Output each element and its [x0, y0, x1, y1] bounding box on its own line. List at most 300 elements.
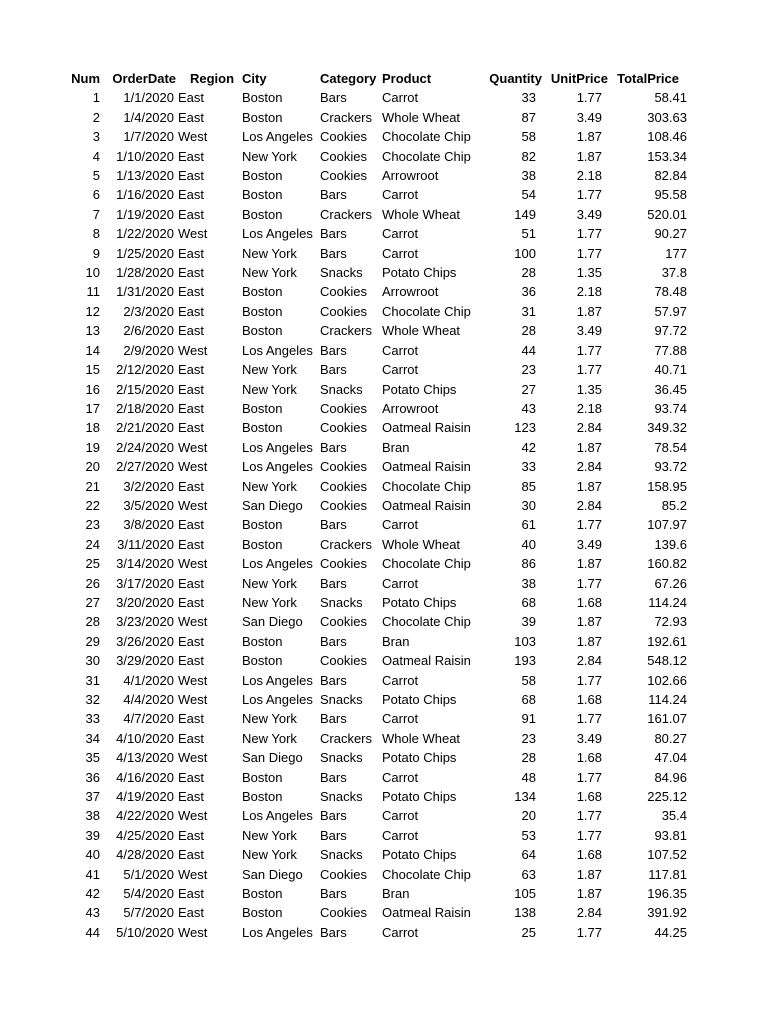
- cell-quantity[interactable]: 100: [514, 245, 536, 261]
- cell-quantity[interactable]: 58: [521, 129, 536, 145]
- cell-totalprice[interactable]: 225.12: [647, 789, 687, 805]
- cell-product[interactable]: Chocolate Chip: [382, 556, 471, 572]
- cell-quantity[interactable]: 28: [521, 750, 536, 766]
- cell-category[interactable]: Cookies: [320, 614, 367, 630]
- cell-category[interactable]: Bars: [320, 90, 347, 106]
- cell-city[interactable]: Boston: [242, 323, 283, 339]
- cell-quantity[interactable]: 68: [521, 692, 536, 707]
- cell-orderdate[interactable]: 4/19/2020: [116, 789, 174, 805]
- cell-region[interactable]: East: [178, 420, 205, 436]
- cell-product[interactable]: Carrot: [382, 226, 419, 242]
- cell-quantity[interactable]: 39: [521, 614, 536, 630]
- cell-product[interactable]: Arrowroot: [382, 284, 439, 300]
- cell-category[interactable]: Bars: [320, 517, 347, 533]
- cell-quantity[interactable]: 103: [514, 633, 536, 649]
- cell-region[interactable]: East: [178, 400, 205, 416]
- cell-category[interactable]: Crackers: [320, 323, 373, 339]
- cell-category[interactable]: Bars: [320, 226, 347, 242]
- cell-city[interactable]: New York: [242, 594, 297, 610]
- cell-region[interactable]: East: [178, 886, 205, 902]
- cell-region[interactable]: West: [178, 459, 208, 475]
- cell-num[interactable]: 23: [85, 517, 100, 533]
- cell-totalprice[interactable]: 102.66: [647, 672, 687, 688]
- cell-quantity[interactable]: 123: [514, 420, 536, 436]
- cell-unitprice[interactable]: 2.18: [576, 168, 602, 184]
- cell-region[interactable]: West: [178, 672, 208, 688]
- cell-category[interactable]: Bars: [320, 187, 347, 203]
- cell-quantity[interactable]: 54: [521, 187, 536, 203]
- cell-orderdate[interactable]: 1/31/2020: [116, 284, 174, 300]
- cell-product[interactable]: Potato Chips: [382, 847, 457, 863]
- cell-region[interactable]: East: [178, 284, 205, 300]
- cell-product[interactable]: Whole Wheat: [382, 206, 461, 222]
- cell-orderdate[interactable]: 2/3/2020: [123, 303, 174, 319]
- cell-quantity[interactable]: 51: [521, 226, 536, 242]
- cell-region[interactable]: East: [178, 905, 205, 921]
- cell-num[interactable]: 18: [85, 420, 100, 436]
- cell-quantity[interactable]: 25: [521, 924, 536, 940]
- cell-category[interactable]: Bars: [320, 362, 347, 378]
- cell-category[interactable]: Cookies: [320, 905, 367, 921]
- cell-city[interactable]: New York: [242, 827, 297, 843]
- cell-unitprice[interactable]: 2.18: [576, 400, 602, 416]
- cell-orderdate[interactable]: 4/13/2020: [116, 750, 174, 766]
- cell-totalprice[interactable]: 80.27: [654, 730, 687, 746]
- cell-quantity[interactable]: 86: [521, 556, 536, 572]
- cell-totalprice[interactable]: 58.41: [654, 90, 687, 106]
- cell-product[interactable]: Carrot: [382, 575, 419, 591]
- cell-num[interactable]: 22: [85, 497, 100, 513]
- cell-quantity[interactable]: 105: [514, 886, 536, 902]
- cell-quantity[interactable]: 61: [521, 517, 536, 533]
- cell-category[interactable]: Snacks: [320, 692, 363, 707]
- cell-category[interactable]: Bars: [320, 575, 347, 591]
- cell-num[interactable]: 27: [85, 594, 100, 610]
- cell-category[interactable]: Cookies: [320, 284, 367, 300]
- cell-quantity[interactable]: 64: [521, 847, 536, 863]
- cell-city[interactable]: Los Angeles: [242, 672, 313, 688]
- cell-region[interactable]: East: [178, 517, 205, 533]
- cell-unitprice[interactable]: 1.87: [576, 614, 602, 630]
- cell-orderdate[interactable]: 3/26/2020: [116, 633, 174, 649]
- cell-region[interactable]: East: [178, 478, 205, 494]
- cell-quantity[interactable]: 23: [521, 730, 536, 746]
- cell-quantity[interactable]: 68: [521, 594, 536, 610]
- cell-unitprice[interactable]: 1.35: [576, 381, 602, 397]
- cell-quantity[interactable]: 53: [521, 827, 536, 843]
- cell-totalprice[interactable]: 153.34: [647, 148, 687, 164]
- cell-product[interactable]: Potato Chips: [382, 692, 457, 707]
- cell-unitprice[interactable]: 1.68: [576, 692, 602, 707]
- cell-unitprice[interactable]: 1.87: [576, 439, 602, 455]
- cell-totalprice[interactable]: 158.95: [647, 478, 687, 494]
- cell-quantity[interactable]: 48: [521, 769, 536, 785]
- cell-quantity[interactable]: 27: [521, 381, 536, 397]
- cell-num[interactable]: 35: [85, 750, 100, 766]
- cell-product[interactable]: Carrot: [382, 517, 419, 533]
- cell-totalprice[interactable]: 67.26: [654, 575, 687, 591]
- cell-totalprice[interactable]: 78.54: [654, 439, 687, 455]
- cell-city[interactable]: Boston: [242, 905, 283, 921]
- cell-product[interactable]: Whole Wheat: [382, 109, 461, 125]
- cell-region[interactable]: East: [178, 187, 205, 203]
- cell-quantity[interactable]: 33: [521, 459, 536, 475]
- cell-product[interactable]: Potato Chips: [382, 381, 457, 397]
- cell-orderdate[interactable]: 4/1/2020: [123, 672, 174, 688]
- cell-unitprice[interactable]: 1.77: [576, 517, 602, 533]
- cell-num[interactable]: 26: [85, 575, 100, 591]
- cell-product[interactable]: Oatmeal Raisin: [382, 653, 471, 669]
- cell-num[interactable]: 34: [85, 730, 100, 746]
- cell-category[interactable]: Snacks: [320, 750, 363, 766]
- cell-num[interactable]: 12: [85, 303, 100, 319]
- cell-city[interactable]: Boston: [242, 109, 283, 125]
- cell-product[interactable]: Chocolate Chip: [382, 614, 471, 630]
- cell-city[interactable]: Boston: [242, 517, 283, 533]
- cell-city[interactable]: Los Angeles: [242, 342, 313, 358]
- cell-product[interactable]: Potato Chips: [382, 265, 457, 281]
- cell-category[interactable]: Cookies: [320, 459, 367, 475]
- cell-region[interactable]: West: [178, 129, 208, 145]
- cell-region[interactable]: East: [178, 362, 205, 378]
- cell-num[interactable]: 40: [85, 847, 100, 863]
- cell-orderdate[interactable]: 1/16/2020: [116, 187, 174, 203]
- cell-region[interactable]: East: [178, 206, 205, 222]
- cell-region[interactable]: East: [178, 381, 205, 397]
- cell-totalprice[interactable]: 177: [665, 245, 687, 261]
- cell-quantity[interactable]: 23: [521, 362, 536, 378]
- cell-unitprice[interactable]: 1.87: [576, 303, 602, 319]
- header-product[interactable]: Product: [382, 71, 432, 86]
- cell-category[interactable]: Bars: [320, 711, 347, 727]
- cell-quantity[interactable]: 30: [521, 497, 536, 513]
- cell-totalprice[interactable]: 40.71: [654, 362, 687, 378]
- cell-orderdate[interactable]: 3/2/2020: [123, 478, 174, 494]
- cell-orderdate[interactable]: 5/10/2020: [116, 924, 174, 940]
- cell-city[interactable]: Boston: [242, 284, 283, 300]
- cell-region[interactable]: East: [178, 109, 205, 125]
- cell-region[interactable]: West: [178, 750, 208, 766]
- cell-totalprice[interactable]: 47.04: [654, 750, 687, 766]
- cell-orderdate[interactable]: 4/22/2020: [116, 808, 174, 824]
- cell-unitprice[interactable]: 1.68: [576, 750, 602, 766]
- cell-category[interactable]: Cookies: [320, 497, 367, 513]
- header-region[interactable]: Region: [190, 71, 235, 86]
- cell-region[interactable]: East: [178, 769, 205, 785]
- cell-orderdate[interactable]: 3/17/2020: [116, 575, 174, 591]
- cell-city[interactable]: Boston: [242, 536, 283, 552]
- cell-unitprice[interactable]: 3.49: [576, 323, 602, 339]
- cell-totalprice[interactable]: 93.81: [654, 827, 687, 843]
- cell-orderdate[interactable]: 2/12/2020: [116, 362, 174, 378]
- cell-num[interactable]: 38: [85, 808, 100, 824]
- cell-orderdate[interactable]: 5/7/2020: [123, 905, 174, 921]
- cell-unitprice[interactable]: 1.77: [576, 924, 602, 940]
- cell-product[interactable]: Carrot: [382, 362, 419, 378]
- cell-region[interactable]: East: [178, 148, 205, 164]
- cell-city[interactable]: Boston: [242, 206, 283, 222]
- cell-unitprice[interactable]: 1.77: [576, 90, 602, 106]
- cell-totalprice[interactable]: 95.58: [654, 187, 687, 203]
- cell-region[interactable]: East: [178, 633, 205, 649]
- cell-product[interactable]: Bran: [382, 886, 410, 902]
- cell-category[interactable]: Bars: [320, 827, 347, 843]
- cell-totalprice[interactable]: 303.63: [647, 109, 687, 125]
- cell-region[interactable]: East: [178, 847, 205, 863]
- cell-totalprice[interactable]: 349.32: [647, 420, 687, 436]
- cell-unitprice[interactable]: 1.87: [576, 556, 602, 572]
- cell-product[interactable]: Oatmeal Raisin: [382, 905, 471, 921]
- cell-category[interactable]: Snacks: [320, 381, 363, 397]
- cell-product[interactable]: Carrot: [382, 672, 419, 688]
- cell-unitprice[interactable]: 1.77: [576, 362, 602, 378]
- cell-totalprice[interactable]: 196.35: [647, 886, 687, 902]
- cell-product[interactable]: Carrot: [382, 808, 419, 824]
- cell-city[interactable]: New York: [242, 575, 297, 591]
- cell-orderdate[interactable]: 1/22/2020: [116, 226, 174, 242]
- cell-city[interactable]: Los Angeles: [242, 459, 313, 475]
- cell-unitprice[interactable]: 2.84: [576, 497, 602, 513]
- header-quantity[interactable]: Quantity: [489, 71, 542, 86]
- cell-category[interactable]: Cookies: [320, 653, 367, 669]
- cell-category[interactable]: Bars: [320, 439, 347, 455]
- header-totalprice[interactable]: TotalPrice: [617, 71, 679, 86]
- cell-region[interactable]: East: [178, 789, 205, 805]
- cell-num[interactable]: 43: [85, 905, 100, 921]
- cell-city[interactable]: Los Angeles: [242, 439, 313, 455]
- cell-totalprice[interactable]: 548.12: [647, 653, 687, 669]
- cell-totalprice[interactable]: 57.97: [654, 303, 687, 319]
- cell-totalprice[interactable]: 77.88: [654, 342, 687, 358]
- cell-num[interactable]: 1: [92, 90, 100, 106]
- cell-city[interactable]: San Diego: [242, 614, 303, 630]
- cell-orderdate[interactable]: 3/8/2020: [123, 517, 174, 533]
- cell-num[interactable]: 10: [85, 265, 100, 281]
- cell-region[interactable]: West: [178, 924, 208, 940]
- cell-category[interactable]: Cookies: [320, 556, 367, 572]
- cell-region[interactable]: East: [178, 536, 205, 552]
- cell-num[interactable]: 19: [85, 439, 100, 455]
- cell-num[interactable]: 7: [92, 206, 100, 222]
- cell-city[interactable]: Boston: [242, 886, 283, 902]
- cell-city[interactable]: Boston: [242, 303, 283, 319]
- cell-unitprice[interactable]: 1.87: [576, 148, 602, 164]
- cell-totalprice[interactable]: 36.45: [654, 381, 687, 397]
- cell-category[interactable]: Bars: [320, 769, 347, 785]
- cell-product[interactable]: Whole Wheat: [382, 323, 461, 339]
- cell-orderdate[interactable]: 4/28/2020: [116, 847, 174, 863]
- cell-quantity[interactable]: 134: [514, 789, 536, 805]
- cell-quantity[interactable]: 193: [514, 653, 536, 669]
- cell-quantity[interactable]: 149: [514, 206, 536, 222]
- cell-num[interactable]: 39: [85, 827, 100, 843]
- cell-city[interactable]: New York: [242, 478, 297, 494]
- header-orderdate[interactable]: OrderDate: [112, 71, 176, 86]
- cell-quantity[interactable]: 44: [521, 342, 536, 358]
- cell-unitprice[interactable]: 2.84: [576, 459, 602, 475]
- cell-orderdate[interactable]: 1/7/2020: [123, 129, 174, 145]
- cell-totalprice[interactable]: 35.4: [661, 808, 687, 824]
- cell-city[interactable]: Los Angeles: [242, 808, 313, 824]
- cell-totalprice[interactable]: 117.81: [648, 866, 687, 882]
- cell-category[interactable]: Cookies: [320, 129, 367, 145]
- cell-category[interactable]: Cookies: [320, 420, 367, 436]
- cell-category[interactable]: Bars: [320, 633, 347, 649]
- cell-unitprice[interactable]: 1.77: [576, 226, 602, 242]
- cell-num[interactable]: 44: [85, 924, 100, 940]
- cell-city[interactable]: New York: [242, 730, 297, 746]
- cell-category[interactable]: Snacks: [320, 847, 363, 863]
- cell-num[interactable]: 29: [85, 633, 100, 649]
- cell-orderdate[interactable]: 2/9/2020: [123, 342, 174, 358]
- cell-product[interactable]: Oatmeal Raisin: [382, 420, 471, 436]
- cell-totalprice[interactable]: 108.46: [647, 129, 687, 145]
- cell-category[interactable]: Cookies: [320, 148, 367, 164]
- cell-product[interactable]: Potato Chips: [382, 789, 457, 805]
- cell-category[interactable]: Bars: [320, 342, 347, 358]
- cell-city[interactable]: Los Angeles: [242, 129, 313, 145]
- cell-city[interactable]: Boston: [242, 653, 283, 669]
- cell-num[interactable]: 4: [92, 148, 100, 164]
- cell-totalprice[interactable]: 192.61: [647, 633, 687, 649]
- cell-quantity[interactable]: 20: [521, 808, 536, 824]
- cell-quantity[interactable]: 28: [521, 265, 536, 281]
- cell-unitprice[interactable]: 2.84: [576, 905, 602, 921]
- cell-quantity[interactable]: 36: [521, 284, 536, 300]
- cell-totalprice[interactable]: 161.07: [647, 711, 687, 727]
- cell-product[interactable]: Chocolate Chip: [382, 129, 471, 145]
- cell-city[interactable]: Boston: [242, 633, 283, 649]
- cell-city[interactable]: Los Angeles: [242, 692, 313, 707]
- cell-category[interactable]: Snacks: [320, 594, 363, 610]
- cell-city[interactable]: New York: [242, 148, 297, 164]
- cell-num[interactable]: 14: [85, 342, 100, 358]
- cell-city[interactable]: Boston: [242, 400, 283, 416]
- cell-orderdate[interactable]: 2/15/2020: [116, 381, 174, 397]
- header-city[interactable]: City: [242, 71, 267, 86]
- cell-unitprice[interactable]: 1.68: [576, 847, 602, 863]
- cell-product[interactable]: Potato Chips: [382, 594, 457, 610]
- cell-unitprice[interactable]: 3.49: [576, 109, 602, 125]
- cell-city[interactable]: Boston: [242, 168, 283, 184]
- cell-unitprice[interactable]: 1.77: [576, 187, 602, 203]
- cell-category[interactable]: Crackers: [320, 730, 373, 746]
- cell-orderdate[interactable]: 2/6/2020: [123, 323, 174, 339]
- cell-product[interactable]: Arrowroot: [382, 400, 439, 416]
- cell-unitprice[interactable]: 2.84: [576, 420, 602, 436]
- cell-category[interactable]: Cookies: [320, 866, 367, 882]
- cell-category[interactable]: Bars: [320, 808, 347, 824]
- cell-category[interactable]: Cookies: [320, 478, 367, 494]
- cell-product[interactable]: Chocolate Chip: [382, 303, 471, 319]
- cell-num[interactable]: 3: [92, 129, 100, 145]
- cell-category[interactable]: Cookies: [320, 400, 367, 416]
- cell-totalprice[interactable]: 90.27: [654, 226, 687, 242]
- cell-region[interactable]: East: [178, 575, 205, 591]
- cell-quantity[interactable]: 43: [521, 400, 536, 416]
- cell-totalprice[interactable]: 78.48: [654, 284, 687, 300]
- cell-city[interactable]: Los Angeles: [242, 924, 313, 940]
- cell-city[interactable]: New York: [242, 381, 297, 397]
- cell-city[interactable]: Boston: [242, 90, 283, 106]
- header-num[interactable]: Num: [71, 71, 100, 86]
- cell-region[interactable]: East: [178, 168, 205, 184]
- cell-num[interactable]: 6: [92, 187, 100, 203]
- cell-num[interactable]: 42: [85, 886, 100, 902]
- cell-category[interactable]: Cookies: [320, 168, 367, 184]
- cell-quantity[interactable]: 91: [521, 711, 536, 727]
- cell-totalprice[interactable]: 72.93: [654, 614, 687, 630]
- cell-region[interactable]: West: [178, 497, 208, 513]
- cell-product[interactable]: Carrot: [382, 187, 419, 203]
- cell-unitprice[interactable]: 1.87: [576, 129, 602, 145]
- cell-product[interactable]: Chocolate Chip: [382, 148, 471, 164]
- cell-product[interactable]: Carrot: [382, 245, 419, 261]
- cell-num[interactable]: 33: [85, 711, 100, 727]
- cell-quantity[interactable]: 87: [521, 109, 536, 125]
- cell-quantity[interactable]: 28: [521, 323, 536, 339]
- cell-city[interactable]: New York: [242, 711, 297, 727]
- cell-region[interactable]: West: [178, 556, 208, 572]
- cell-totalprice[interactable]: 93.72: [654, 459, 687, 475]
- cell-num[interactable]: 13: [85, 323, 100, 339]
- cell-totalprice[interactable]: 107.97: [647, 517, 687, 533]
- cell-orderdate[interactable]: 5/4/2020: [123, 886, 174, 902]
- cell-orderdate[interactable]: 3/11/2020: [117, 536, 174, 552]
- cell-orderdate[interactable]: 4/4/2020: [123, 692, 174, 707]
- cell-category[interactable]: Crackers: [320, 109, 373, 125]
- cell-region[interactable]: West: [178, 866, 208, 882]
- cell-region[interactable]: East: [178, 303, 205, 319]
- cell-orderdate[interactable]: 1/28/2020: [116, 265, 174, 281]
- cell-unitprice[interactable]: 1.68: [576, 594, 602, 610]
- cell-num[interactable]: 36: [85, 769, 100, 785]
- cell-unitprice[interactable]: 1.87: [576, 478, 602, 494]
- cell-city[interactable]: Boston: [242, 769, 283, 785]
- cell-num[interactable]: 41: [85, 866, 100, 882]
- cell-num[interactable]: 16: [85, 381, 100, 397]
- header-category[interactable]: Category: [320, 71, 377, 86]
- cell-product[interactable]: Whole Wheat: [382, 730, 461, 746]
- cell-quantity[interactable]: 33: [521, 90, 536, 106]
- cell-num[interactable]: 17: [85, 400, 100, 416]
- cell-quantity[interactable]: 40: [521, 536, 536, 552]
- cell-num[interactable]: 28: [85, 614, 100, 630]
- cell-product[interactable]: Carrot: [382, 924, 419, 940]
- cell-orderdate[interactable]: 1/25/2020: [116, 245, 174, 261]
- cell-totalprice[interactable]: 139.6: [654, 536, 687, 552]
- cell-totalprice[interactable]: 160.82: [647, 556, 687, 572]
- cell-num[interactable]: 20: [85, 459, 100, 475]
- cell-unitprice[interactable]: 1.77: [576, 827, 602, 843]
- cell-region[interactable]: West: [178, 439, 208, 455]
- cell-orderdate[interactable]: 4/25/2020: [116, 827, 174, 843]
- header-unitprice[interactable]: UnitPrice: [550, 71, 608, 86]
- cell-orderdate[interactable]: 2/24/2020: [116, 439, 174, 455]
- cell-city[interactable]: San Diego: [242, 497, 303, 513]
- cell-city[interactable]: Boston: [242, 187, 283, 203]
- cell-quantity[interactable]: 85: [521, 478, 536, 494]
- cell-region[interactable]: West: [178, 692, 208, 707]
- cell-unitprice[interactable]: 1.87: [576, 633, 602, 649]
- cell-category[interactable]: Snacks: [320, 265, 363, 281]
- cell-region[interactable]: West: [178, 226, 208, 242]
- cell-orderdate[interactable]: 4/16/2020: [116, 769, 174, 785]
- cell-num[interactable]: 37: [85, 789, 100, 805]
- cell-region[interactable]: East: [178, 265, 205, 281]
- cell-totalprice[interactable]: 114.24: [648, 594, 687, 610]
- cell-totalprice[interactable]: 37.8: [661, 265, 687, 281]
